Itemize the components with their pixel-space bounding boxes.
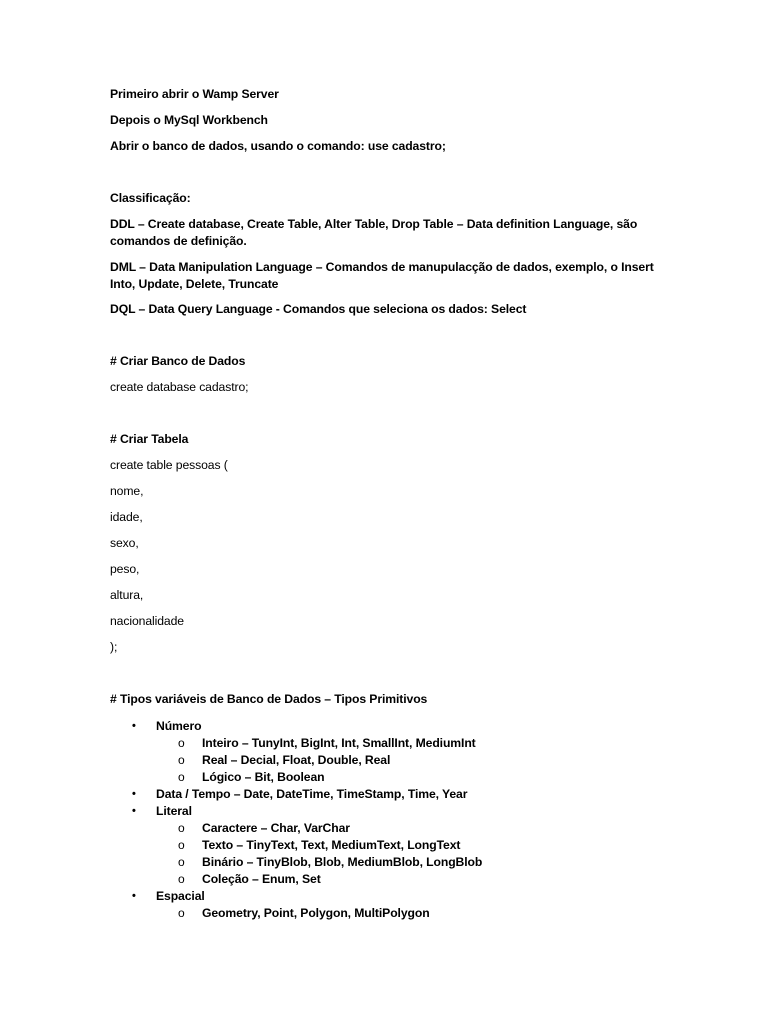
- list-item-data-tempo: [110, 786, 670, 803]
- list-item-label: Literal: [156, 804, 192, 818]
- table-field: peso,: [110, 562, 140, 576]
- sub-list-item: [110, 752, 670, 769]
- criar-tabela-open: create table pessoas (: [110, 458, 228, 472]
- list-item-label: Número: [156, 719, 202, 733]
- table-field: altura,: [110, 588, 144, 602]
- circle-bullet-icon: o: [178, 855, 185, 869]
- bullet-icon: •: [132, 805, 136, 817]
- bullet-icon: •: [132, 720, 136, 732]
- circle-bullet-icon: o: [178, 872, 185, 886]
- circle-bullet-icon: o: [178, 821, 185, 835]
- classificacao-dml: DML – Data Manipulation Language – Comandos de manupulacção de dados, exemplo, o Insert Into, Update, Delete, Truncate: [110, 260, 654, 291]
- intro-line-workbench: Depois o MySql Workbench: [110, 113, 268, 127]
- sub-list-item-label: Coleção – Enum, Set: [202, 872, 321, 886]
- list-item-numero: [110, 718, 670, 735]
- tipos-heading: # Tipos variáveis de Banco de Dados – Tipos Primitivos: [110, 692, 428, 706]
- sub-list-item-label: Texto – TinyText, Text, MediumText, LongText: [202, 838, 461, 852]
- sub-list-item: [110, 837, 670, 854]
- table-field: nome,: [110, 484, 144, 498]
- table-field: nacionalidade: [110, 614, 184, 628]
- table-field: sexo,: [110, 536, 139, 550]
- circle-bullet-icon: o: [178, 906, 185, 920]
- criar-tabela-heading: # Criar Tabela: [110, 432, 189, 446]
- criar-banco-command: create database cadastro;: [110, 380, 249, 394]
- intro-line-wamp: Primeiro abrir o Wamp Server: [110, 87, 279, 101]
- sub-list-item-label: Lógico – Bit, Boolean: [202, 770, 325, 784]
- table-field: idade,: [110, 510, 143, 524]
- bullet-icon: •: [132, 890, 136, 902]
- list-item-label: Data / Tempo – Date, DateTime, TimeStamp, Time, Year: [156, 787, 468, 801]
- circle-bullet-icon: o: [178, 770, 185, 784]
- sub-list-item: [110, 735, 670, 752]
- circle-bullet-icon: o: [178, 736, 185, 750]
- classificacao-heading: Classificação:: [110, 191, 191, 205]
- criar-tabela-close: );: [110, 640, 118, 654]
- sub-list-item: [110, 854, 670, 871]
- sub-list-item-label: Binário – TinyBlob, Blob, MediumBlob, LongBlob: [202, 855, 483, 869]
- bullet-icon: •: [132, 788, 136, 800]
- sub-list-item-label: Inteiro – TunyInt, BigInt, Int, SmallInt, MediumInt: [202, 736, 476, 750]
- criar-banco-heading: # Criar Banco de Dados: [110, 354, 246, 368]
- circle-bullet-icon: o: [178, 838, 185, 852]
- classificacao-ddl: DDL – Create database, Create Table, Alter Table, Drop Table – Data definition Language, são comandos de definição.: [110, 217, 638, 248]
- intro-line-use-cadastro: Abrir o banco de dados, usando o comando: use cadastro;: [110, 139, 446, 153]
- list-item-espacial: [110, 888, 670, 905]
- sub-list-item-label: Geometry, Point, Polygon, MultiPolygon: [202, 906, 430, 920]
- sub-list-item: [110, 905, 670, 922]
- list-item-label: Espacial: [156, 889, 205, 903]
- classificacao-dql: DQL – Data Query Language - Comandos que seleciona os dados: Select: [110, 302, 527, 316]
- list-item-literal: [110, 803, 670, 820]
- sub-list-item: [110, 871, 670, 888]
- sub-list-item: [110, 769, 670, 786]
- circle-bullet-icon: o: [178, 753, 185, 767]
- sub-list-item-label: Caractere – Char, VarChar: [202, 821, 350, 835]
- sub-list-item: [110, 820, 670, 837]
- sub-list-item-label: Real – Decial, Float, Double, Real: [202, 753, 391, 767]
